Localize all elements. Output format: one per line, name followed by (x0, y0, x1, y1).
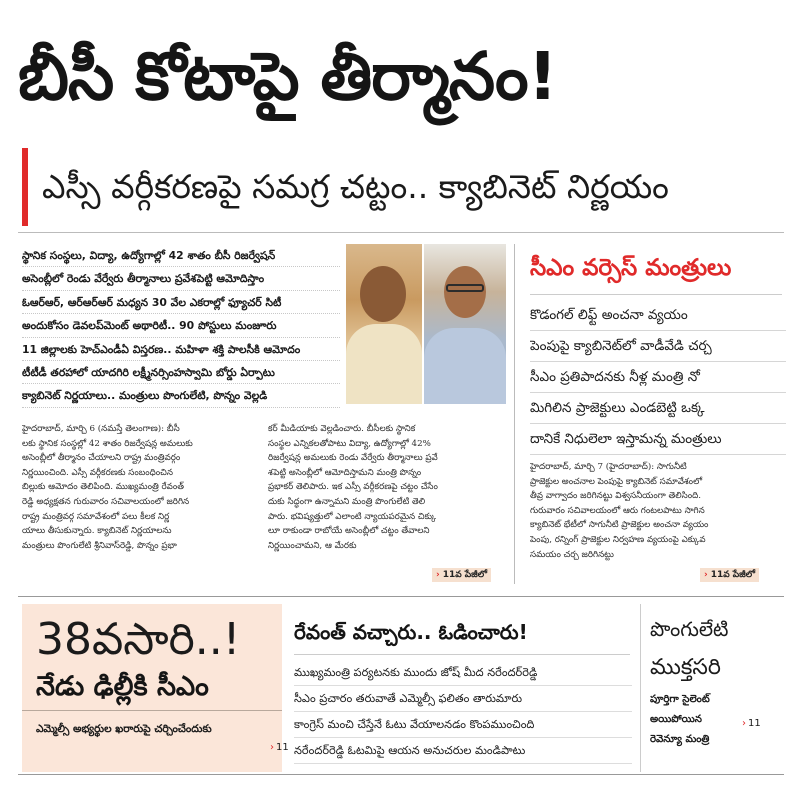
body-line: మంత్రులు పొంగులేటి శ్రీనివాస్‌రెడ్డి, పొన్నం ప్రభా (22, 540, 177, 551)
body-line: ప్రభాకర్ తెలిపారు. ఇక ఎస్సీ వర్గీకరణపై చట్టం చేసేం (268, 482, 438, 493)
highlight-item: క్యాబినెట్ నిర్ణయాలు.. మంత్రులు పొంగులేటి, పొన్నం వెల్లడి (22, 384, 340, 407)
body-line: నిర్ణయించింది. ఎస్సీ వర్గీకరణకు సంబంధించిన (22, 467, 173, 478)
box-38-line: ఎమ్మెల్సీ అభ్యర్థుల ఖరారుపై చర్చించేందుకు (36, 723, 212, 735)
body-line: హైదరాబాద్, మార్చి 7 (హైదరాబాద్): సాగునీటి (530, 462, 687, 472)
box-38-headline: నేడు ఢిల్లీకి సీఎం (36, 671, 209, 702)
cm-highlight-item: సీఎం ప్రతిపాదనకు నీళ్ల మంత్రి నో (530, 362, 786, 393)
body-line: అసెంబ్లీలో తీర్మానం చేయాలని రాష్ట్ర మంత్రివర్గం (22, 453, 181, 464)
body-line: శపెట్టి అసెంబ్లీలో ఆమోదిస్తామని మంత్రి పొన్నం (268, 467, 422, 478)
body-line: క్యాబినెట్ భేటీలో సాగునీటి ప్రాజెక్టుల అంచనా వ్యయం (530, 520, 709, 531)
body-line: సంస్థల ఎన్నికలతోపాటు విద్యా, ఉద్యోగాల్లో 42% (268, 438, 431, 449)
body-line: తీవ్ర వాగ్వాదం జరిగినట్టు విశ్వసనీయంగా తెలిసింది. (530, 491, 702, 502)
page-ref-tag[interactable] (742, 718, 761, 729)
body-line: ప్రాజెక్టుల అంచనాల పెంపుపై క్యాబినెట్ సమావేశంలో (530, 476, 703, 487)
list-item: ముఖ్యమంత్రి పర్యటనకు ముందు జోష్ మీద నరేందర్‌రెడ్డి (294, 660, 632, 686)
column-divider (514, 244, 515, 584)
highlight-item: స్థానిక సంస్థలు, విద్యా, ఉద్యోగాల్లో 42 శాతం బీసీ రిజర్వేషన్ (22, 244, 340, 267)
divider (530, 294, 782, 295)
body-line: రాష్ట్ర మంత్రివర్గ సమావేశంలో పలు కీలక నిర్ణ (22, 511, 170, 522)
body-line: లకు స్థానిక సంస్థల్లో 42 శాతం రిజర్వేషన్ల అమలుకు (22, 438, 193, 449)
cm-highlight-item: మిగిలిన ప్రాజెక్టులు ఎండబెట్టి ఒక్క (530, 393, 786, 424)
list-item: నరేందర్‌రెడ్డి ఓటమిపై ఆయన అనుచరుల మండిపాటు (294, 738, 632, 764)
body-line: పారు. భవిష్యత్తులో ఎలాంటి న్యాయపరమైన చిక్కు (268, 511, 437, 522)
continued-label: 11వ పేజీలో (710, 570, 756, 580)
list-item: రెవెన్యూ మంత్రి (650, 734, 710, 745)
highlight-item: అందుకోసం డెవలప్‌మెంట్ అథారిటీ.. 90 పోస్టులు మంజూరు (22, 314, 340, 337)
page-ref: 11 (748, 718, 761, 729)
body-line: హైదరాబాద్, మార్చి 6 (నమస్తే తెలంగాణ): బీసీ (22, 424, 180, 434)
divider (18, 232, 784, 233)
body-line: గురువారం సచివాలయంలో ఆరు గంటలపాటు సాగిన (530, 505, 705, 516)
cm-highlights (530, 300, 786, 455)
body-line: నిర్ణయించామని, ఆ మేరకు (268, 540, 357, 551)
photo-face (444, 266, 486, 318)
box-ponguleti-title-2: ముక్తసరి (650, 655, 721, 680)
continued-tag[interactable] (700, 568, 759, 582)
box-revanth-lines (294, 660, 632, 764)
box-ponguleti-title-1: పొంగులేటి (650, 617, 729, 641)
subhead-accent-bar (22, 148, 28, 226)
box-revanth-title: రేవంత్ వచ్చారు.. ఓడించారు! (294, 620, 528, 644)
article-body-col2 (268, 422, 508, 553)
highlight-item: అసెంబ్లీలో రెండు వేర్వేరు తీర్మానాలు ప్రవేశపెట్టి ఆమోదిస్తాం (22, 267, 340, 290)
cm-highlight-item: కొడంగల్ లిఫ్ట్ అంచనా వ్యయం (530, 300, 786, 331)
cm-article-body (530, 460, 784, 562)
body-line: సమయం చర్చ జరిగినట్టు (530, 549, 614, 560)
chevron-right-icon: › (742, 718, 746, 729)
chevron-right-icon: › (436, 570, 440, 580)
highlights-list (22, 244, 340, 408)
box-38-big-number: 38వసారి..! (36, 614, 241, 665)
list-item: అయిపోయిన (650, 714, 702, 725)
body-line: లూ రాకుండా రాబోయే అసెంబ్లీలో చట్టం తేవాలని (268, 526, 430, 537)
cm-highlight-item: దానికే నిధులెలా ఇస్తామన్న మంత్రులు (530, 424, 786, 455)
cm-vs-ministers-title: సీఎం వర్సెస్ మంత్రులు (530, 255, 732, 281)
article-body-col1 (22, 422, 262, 553)
body-line: పెంపు, రన్నింగ్ ప్రాజెక్టుల నిర్వహణ వ్యయంపై ఎక్కువ (530, 534, 706, 545)
minister-photo-right (424, 244, 506, 404)
highlight-item: టీటీడీ తరహాలో యాదగిరి లక్ష్మీనర్సింహస్వామి బోర్డు ఏర్పాటు (22, 361, 340, 384)
main-headline: బీసీ కోటాపై తీర్మానం! (18, 38, 557, 115)
chevron-right-icon: › (270, 742, 274, 753)
list-item: పూర్తిగా సైలెంట్ (650, 694, 710, 705)
divider (22, 710, 282, 711)
continued-label: 11వ పేజీలో (442, 570, 488, 580)
divider (294, 654, 630, 655)
photo-figure (346, 324, 422, 404)
body-line: రిజర్వేషన్ల అమలుకు రెండు వేర్వేరు తీర్మానాలు ప్రవే (268, 453, 438, 464)
highlight-item: ఓఆర్ఆర్, ఆర్ఆర్ఆర్ మధ్యన 30 వేల ఎకరాల్లో ఫ్యూచర్ సిటీ (22, 291, 340, 314)
list-item: సీఎం ప్రచారం తరువాతే ఎమ్మెల్సీ ఫలితం తారుమారు (294, 686, 632, 712)
body-line: దుకు సిద్ధంగా ఉన్నామని మంత్రి పొంగులేటి తెలి (268, 496, 426, 507)
cm-highlight-item: పెంపుపై క్యాబినెట్‌లో వాడీవేడి చర్చ (530, 331, 786, 362)
photo-face (360, 266, 406, 322)
body-line: కర్ మీడియాకు వెల్లడించారు. బీసీలకు స్థానిక (268, 424, 416, 434)
photo-glasses (446, 284, 484, 292)
page-ref: 11 (276, 742, 289, 753)
body-line: రెడ్డి అధ్యక్షతన గురువారం సచివాలయంలో జరిగిన (22, 496, 190, 507)
body-line: బిల్లుకు ఆమోదం తెలిపింది. ముఖ్యమంత్రి రేవంత్ (22, 482, 185, 493)
chevron-right-icon: › (704, 570, 708, 580)
minister-photo-left (346, 244, 422, 404)
body-line: యాలు తీసుకున్నారు. క్యాబినెట్ నిర్ణయాలను (22, 526, 172, 537)
page-ref-tag[interactable] (270, 742, 289, 753)
divider (18, 774, 784, 775)
box-ponguleti-lines (650, 690, 784, 750)
highlight-item: 11 జిల్లాలకు హెచ్ఎండీఏ విస్తరణ.. మహిళా శక్తి పాలసీకి ఆమోదం (22, 338, 340, 361)
photo-figure (424, 328, 506, 404)
continued-tag[interactable] (432, 568, 491, 582)
list-item: కాంగ్రెస్ మంచి చేస్తేనే ఓటు వేయాలనడం కొంపముంచింది (294, 712, 632, 738)
divider (18, 596, 784, 597)
subhead: ఎస్సీ వర్గీకరణపై సమగ్ర చట్టం.. క్యాబినెట్ నిర్ణయం (42, 167, 669, 206)
